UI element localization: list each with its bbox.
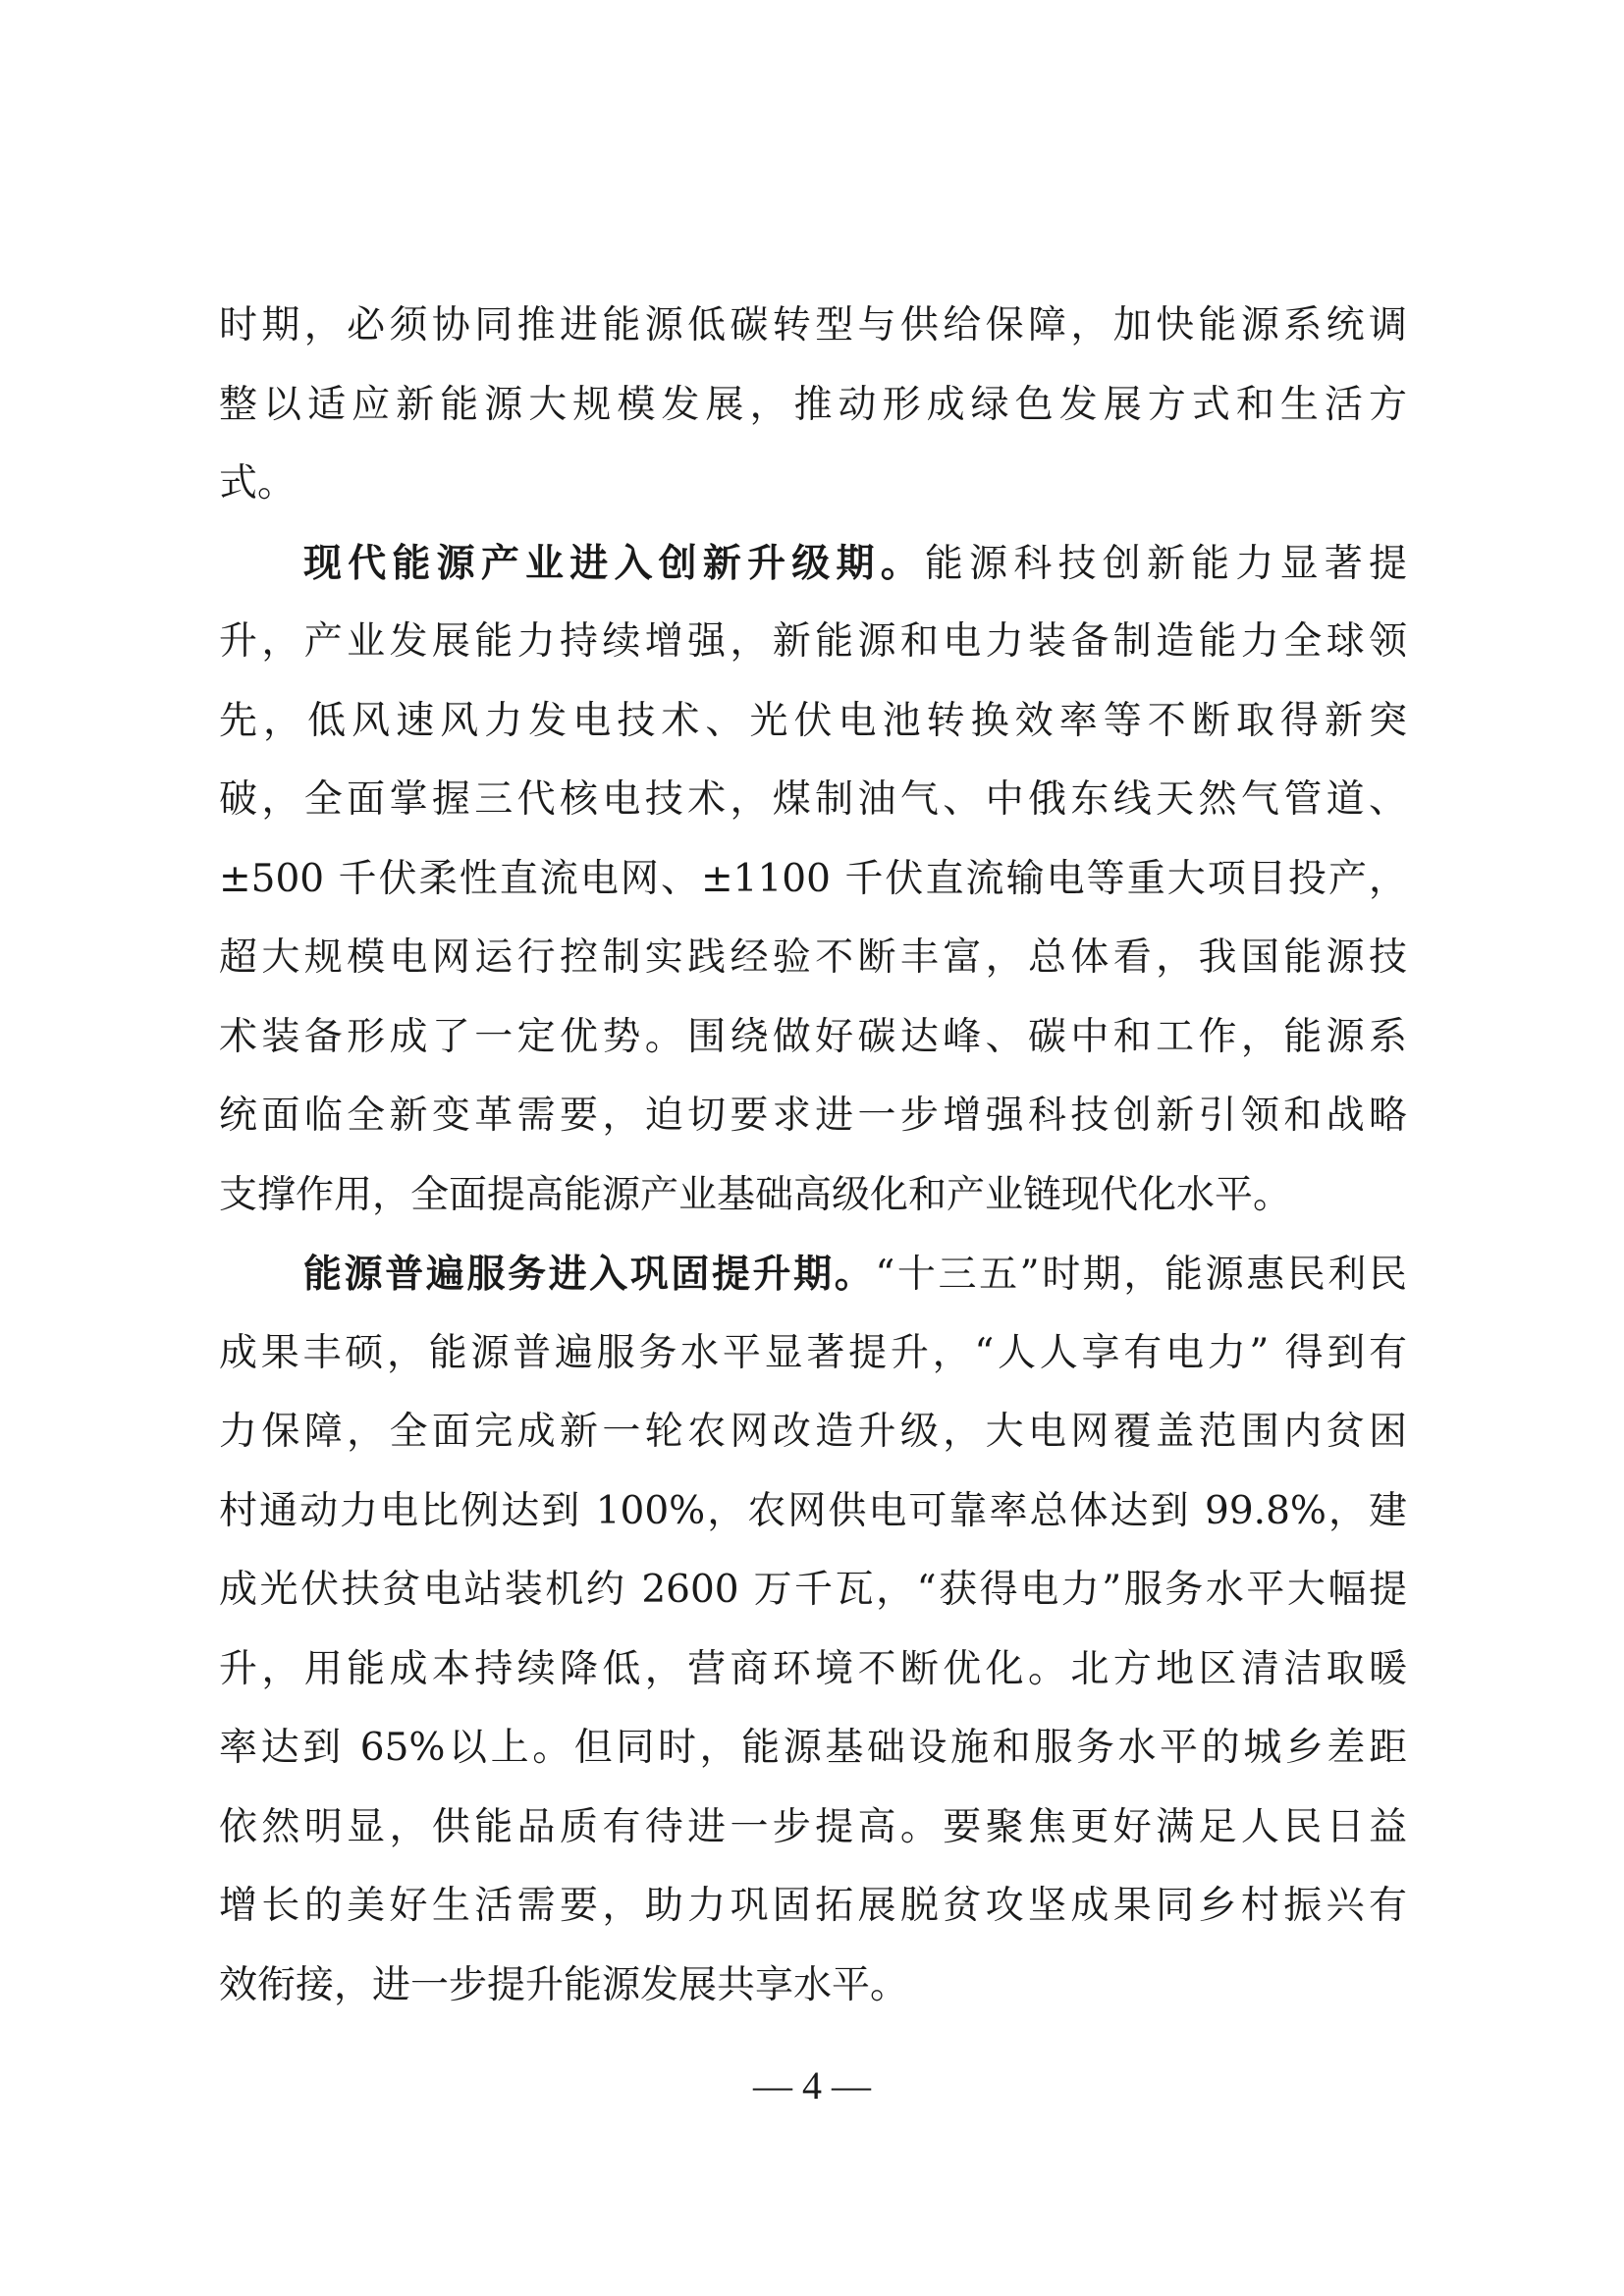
paragraph-1-line-1: 时期，必须协同推进能源低碳转型与供给保障，加快能源系统调 [219,303,1407,347]
paragraph-2-line-3: 先，低风速风力发电技术、光伏电池转换效率等不断取得新突 [219,698,1407,743]
paragraph-3-line-4: 村通动力电比例达到 100%，农网供电可靠率总体达到 99.8%，建 [219,1488,1407,1533]
paragraph-2-line-1 [219,524,1407,604]
paragraph-2-line-4: 破，全面掌握三代核电技术，煤制油气、中俄东线天然气管道、 [219,777,1407,822]
paragraph-2-line-9: 支撑作用，全面提高能源产业基础高级化和产业链现代化水平。 [219,1172,1292,1217]
paragraph-3-line-5: 成光伏扶贫电站装机约 2600 万千瓦，“获得电力”服务水平大幅提 [219,1568,1407,1612]
paragraph-2-line-2: 升，产业发展能力持续增强，新能源和电力装备制造能力全球领 [219,619,1407,664]
paragraph-2-line-1-text: 能源科技创新能力显著提 [924,541,1407,586]
paragraph-2-lead: 现代能源产业进入创新升级期。 [303,540,925,586]
body-text [219,287,1407,2025]
paragraph-1-line-3: 式。 [219,461,297,506]
paragraph-3-lead: 能源普遍服务进入巩固提升期。 [303,1252,876,1297]
page-number: — 4 — [753,2063,871,2108]
paragraph-3-line-8: 依然明显，供能品质有待进一步提高。要聚焦更好满足人民日益 [219,1804,1407,1849]
paragraph-2-line-8: 统面临全新变革需要，迫切要求进一步增强科技创新引领和战略 [219,1094,1407,1138]
paragraph-3-line-1 [219,1235,1407,1314]
paragraph-3-line-2: 成果丰硕，能源普遍服务水平显著提升，“人人享有电力” 得到有 [219,1330,1407,1375]
paragraph-3-line-1-text: “十三五”时期，能源惠民利民 [875,1253,1407,1297]
paragraph-1-line-2: 整以适应新能源大规模发展，推动形成绿色发展方式和生活方 [219,382,1407,427]
paragraph-3-line-3: 力保障，全面完成新一轮农网改造升级，大电网覆盖范围内贫困 [219,1410,1407,1454]
paragraph-2-line-5: ±500 千伏柔性直流电网、±1100 千伏直流输电等重大项目投产， [219,856,1407,901]
paragraph-2-line-7: 术装备形成了一定优势。围绕做好碳达峰、碳中和工作，能源系 [219,1014,1407,1059]
paragraph-3-line-10: 效衔接，进一步提升能源发展共享水平。 [219,1962,909,2007]
paragraph-3-line-9: 增长的美好生活需要，助力巩固拓展脱贫攻坚成果同乡村振兴有 [219,1884,1407,1928]
paragraph-2-line-6: 超大规模电网运行控制实践经验不断丰富，总体看，我国能源技 [219,935,1407,980]
paragraph-3-line-7: 率达到 65%以上。但同时，能源基础设施和服务水平的城乡差距 [219,1726,1407,1770]
paragraph-3-line-6: 升，用能成本持续降低，营商环境不断优化。北方地区清洁取暖 [219,1646,1407,1691]
